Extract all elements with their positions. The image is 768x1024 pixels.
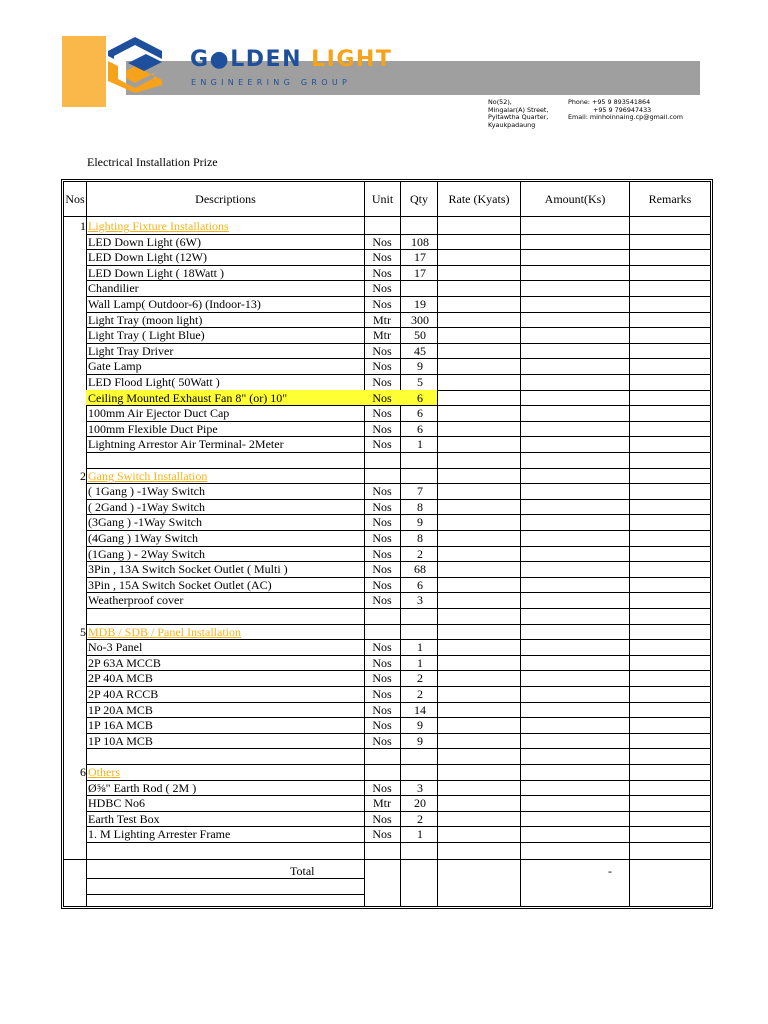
row-description: LED Down Light (12W): [88, 250, 207, 265]
row-qty: 3: [417, 780, 423, 795]
table-row: [64, 281, 710, 297]
row-unit: Mtr: [373, 328, 391, 343]
row-qty: 14: [414, 702, 426, 717]
row-description: 3Pin , 13A Switch Socket Outlet ( Multi ): [88, 562, 288, 577]
company-tagline: ENGINEERING GROUP: [191, 78, 352, 87]
row-description: Lighting Fixture Installations: [88, 219, 229, 233]
row-unit: Mtr: [373, 312, 391, 327]
row-unit: Mtr: [373, 796, 391, 811]
phone-line: Phone: +95 9 893541864: [568, 98, 651, 106]
table-row: [64, 500, 710, 516]
header-remarks: Remarks: [648, 191, 692, 206]
row-qty: 8: [417, 499, 423, 514]
total-label: Total: [290, 864, 315, 878]
row-description: Ceiling Mounted Exhaust Fan 8" (or) 10": [88, 390, 288, 405]
address-line: Pyitawtha Quarter,: [488, 113, 549, 122]
row-unit: Nos: [372, 250, 392, 265]
header-divider: [64, 216, 710, 217]
row-unit: Nos: [372, 562, 392, 577]
table-row: [64, 453, 710, 469]
table-row: [64, 562, 710, 578]
row-qty: 45: [414, 343, 426, 358]
table-row: [64, 827, 710, 843]
row-qty: 9: [417, 359, 423, 374]
table-row: [64, 718, 710, 734]
row-unit: Nos: [372, 718, 392, 733]
row-qty: 1: [417, 827, 423, 842]
row-qty: 7: [417, 484, 423, 499]
row-number: 5: [80, 624, 86, 639]
row-unit: Nos: [372, 375, 392, 389]
row-description: 1P 20A MCB: [88, 702, 153, 717]
row-unit: Nos: [372, 811, 392, 826]
row-qty: 6: [417, 577, 423, 592]
table-row: [64, 593, 710, 609]
table-row: [64, 328, 710, 344]
row-description: 1P 16A MCB: [88, 718, 153, 733]
row-unit: Nos: [372, 827, 392, 842]
row-description: 2P 63A MCCB: [88, 655, 161, 670]
row-unit: Nos: [372, 687, 392, 701]
row-qty: 20: [414, 796, 426, 811]
row-unit: Nos: [372, 531, 392, 545]
row-qty: 3: [417, 593, 423, 608]
table-row: [64, 375, 710, 391]
header-descriptions: Descriptions: [195, 191, 256, 206]
section-row: [64, 219, 710, 235]
table-row: [64, 749, 710, 765]
table-row: [64, 406, 710, 422]
row-description: 1P 10A MCB: [88, 733, 153, 748]
table-row: [64, 422, 710, 438]
row-description: Lightning Arrestor Air Terminal- 2Meter: [88, 437, 284, 452]
header-amount: Amount(Ks): [544, 191, 606, 206]
row-description: MDB / SDB / Panel Installation: [88, 624, 241, 639]
row-unit: Nos: [372, 702, 392, 717]
row-unit: Nos: [372, 593, 392, 608]
row-unit: Nos: [372, 234, 392, 249]
row-description: Earth Test Box: [88, 811, 160, 826]
row-description: (3Gang ) -1Way Switch: [88, 515, 203, 530]
row-qty: 9: [417, 733, 423, 748]
company-address: [488, 99, 548, 129]
company-name-part1: G●LDEN: [190, 47, 302, 72]
address-line: Mingalar(A) Street,: [488, 105, 549, 114]
row-description: (1Gang ) - 2Way Switch: [88, 546, 206, 561]
table-row: [64, 250, 710, 266]
header-nos: Nos: [65, 191, 85, 206]
address-line: Kyaukpadaung: [488, 120, 536, 129]
table-row: [64, 515, 710, 531]
total-divider: [64, 859, 710, 860]
table-row: [64, 531, 710, 547]
table-row: [64, 687, 710, 703]
row-description: 1. M Lighting Arrester Frame: [88, 827, 231, 842]
row-description: Light Tray Driver: [88, 343, 174, 358]
row-unit: Nos: [372, 733, 392, 748]
email-line: Email: minhoinnaing.cp@gmail.com: [568, 113, 684, 122]
row-qty: 2: [417, 811, 423, 826]
row-description: Others: [88, 765, 120, 779]
table-row: [64, 578, 710, 594]
company-logo-icon: [104, 35, 166, 95]
row-qty: 5: [417, 375, 423, 389]
footer-line: [86, 894, 365, 895]
row-unit: Nos: [372, 671, 392, 686]
row-description: 100mm Air Ejector Duct Cap: [88, 406, 230, 421]
total-amount: -: [608, 864, 612, 878]
row-unit: Nos: [372, 577, 392, 592]
document-title: Electrical Installation Prize: [87, 155, 218, 169]
row-description: 2P 40A MCB: [88, 671, 153, 686]
row-qty: 17: [414, 265, 426, 280]
row-unit: Nos: [372, 640, 392, 655]
row-description: Chandilier: [88, 281, 139, 296]
row-unit: Nos: [372, 343, 392, 358]
row-description: Light Tray ( Light Blue): [88, 328, 205, 343]
row-qty: 68: [414, 562, 426, 577]
row-description: Ø⅝" Earth Rod ( 2M ): [88, 780, 197, 795]
row-description: Gang Switch Installation: [88, 468, 208, 483]
row-description: HDBC No6: [88, 796, 146, 811]
row-number: 2: [80, 468, 86, 483]
row-qty: 1: [417, 437, 423, 452]
row-qty: 9: [417, 515, 423, 530]
row-qty: 6: [417, 390, 423, 405]
row-qty: 1: [417, 640, 423, 655]
row-qty: 19: [414, 297, 426, 311]
row-qty: 2: [417, 671, 423, 686]
row-qty: 6: [417, 421, 423, 436]
row-unit: Nos: [372, 281, 392, 296]
row-divider: [86, 842, 710, 843]
row-unit: Nos: [372, 546, 392, 561]
row-qty: 9: [417, 718, 423, 733]
row-unit: Nos: [372, 499, 392, 514]
table-row: [64, 235, 710, 251]
row-qty: 6: [417, 406, 423, 421]
row-unit: Nos: [372, 437, 392, 452]
company-name-part2: LIGHT: [311, 47, 393, 72]
section-row: [64, 469, 710, 485]
table-row: [64, 391, 710, 407]
row-description: LED Down Light (6W): [88, 234, 201, 249]
company-contact: [568, 99, 683, 122]
row-qty: 300: [411, 312, 429, 327]
table-row: [64, 812, 710, 828]
phone-line: +95 9 796947433: [593, 105, 652, 114]
row-unit: Nos: [372, 484, 392, 499]
table-row: [64, 437, 710, 453]
header-orange-block: [62, 36, 106, 107]
table-row: [64, 344, 710, 360]
row-unit: Nos: [372, 265, 392, 280]
row-description: Gate Lamp: [88, 359, 142, 374]
row-description: No-3 Panel: [88, 640, 143, 655]
table-row: [64, 703, 710, 719]
footer-line: [86, 878, 365, 879]
row-description: ( 2Gand ) -1Way Switch: [88, 499, 206, 514]
row-description: ( 1Gang ) -1Way Switch: [88, 484, 206, 499]
section-row: [64, 625, 710, 641]
table-row: [64, 359, 710, 375]
row-description: Weatherproof cover: [88, 593, 184, 608]
table-row: [64, 734, 710, 750]
table-row: [64, 640, 710, 656]
row-description: 2P 40A RCCB: [88, 687, 159, 701]
row-description: 100mm Flexible Duct Pipe: [88, 421, 218, 436]
row-qty: 108: [411, 234, 429, 249]
row-qty: 1: [417, 655, 423, 670]
row-qty: 50: [414, 328, 426, 343]
row-description: 3Pin , 15A Switch Socket Outlet (AC): [88, 577, 272, 592]
table-row: [64, 671, 710, 687]
header-qty: Qty: [410, 191, 428, 206]
header-rate: Rate (Kyats): [448, 191, 510, 206]
row-qty: 2: [417, 687, 423, 701]
row-number: 1: [80, 219, 86, 233]
row-unit: Nos: [372, 515, 392, 530]
row-description: LED Flood Light( 50Watt ): [88, 375, 220, 389]
row-qty: 17: [414, 250, 426, 265]
row-unit: Nos: [372, 390, 392, 405]
address-line: No(52),: [488, 98, 512, 106]
row-qty: 2: [417, 546, 423, 561]
row-unit: Nos: [372, 297, 392, 311]
row-unit: Nos: [372, 406, 392, 421]
table-row: [64, 313, 710, 329]
row-unit: Nos: [372, 421, 392, 436]
row-description: (4Gang ) 1Way Switch: [88, 531, 199, 545]
section-row: [64, 765, 710, 781]
row-number: 6: [80, 765, 86, 779]
table-row: [64, 781, 710, 797]
row-description: Wall Lamp( Outdoor-6) (Indoor-13): [88, 297, 261, 311]
table-row: [64, 656, 710, 672]
row-description: LED Down Light ( 18Watt ): [88, 265, 225, 280]
header-unit: Unit: [371, 191, 394, 206]
row-description: Light Tray (moon light): [88, 312, 203, 327]
row-unit: Nos: [372, 655, 392, 670]
table-row: [64, 297, 710, 313]
row-unit: Nos: [372, 780, 392, 795]
table-row: [64, 547, 710, 563]
table-row: [64, 484, 710, 500]
price-table: [61, 179, 713, 909]
table-row: [64, 266, 710, 282]
row-unit: Nos: [372, 359, 392, 374]
table-row: [64, 609, 710, 625]
table-row: [64, 796, 710, 812]
company-name: [190, 47, 392, 72]
row-qty: 8: [417, 531, 423, 545]
